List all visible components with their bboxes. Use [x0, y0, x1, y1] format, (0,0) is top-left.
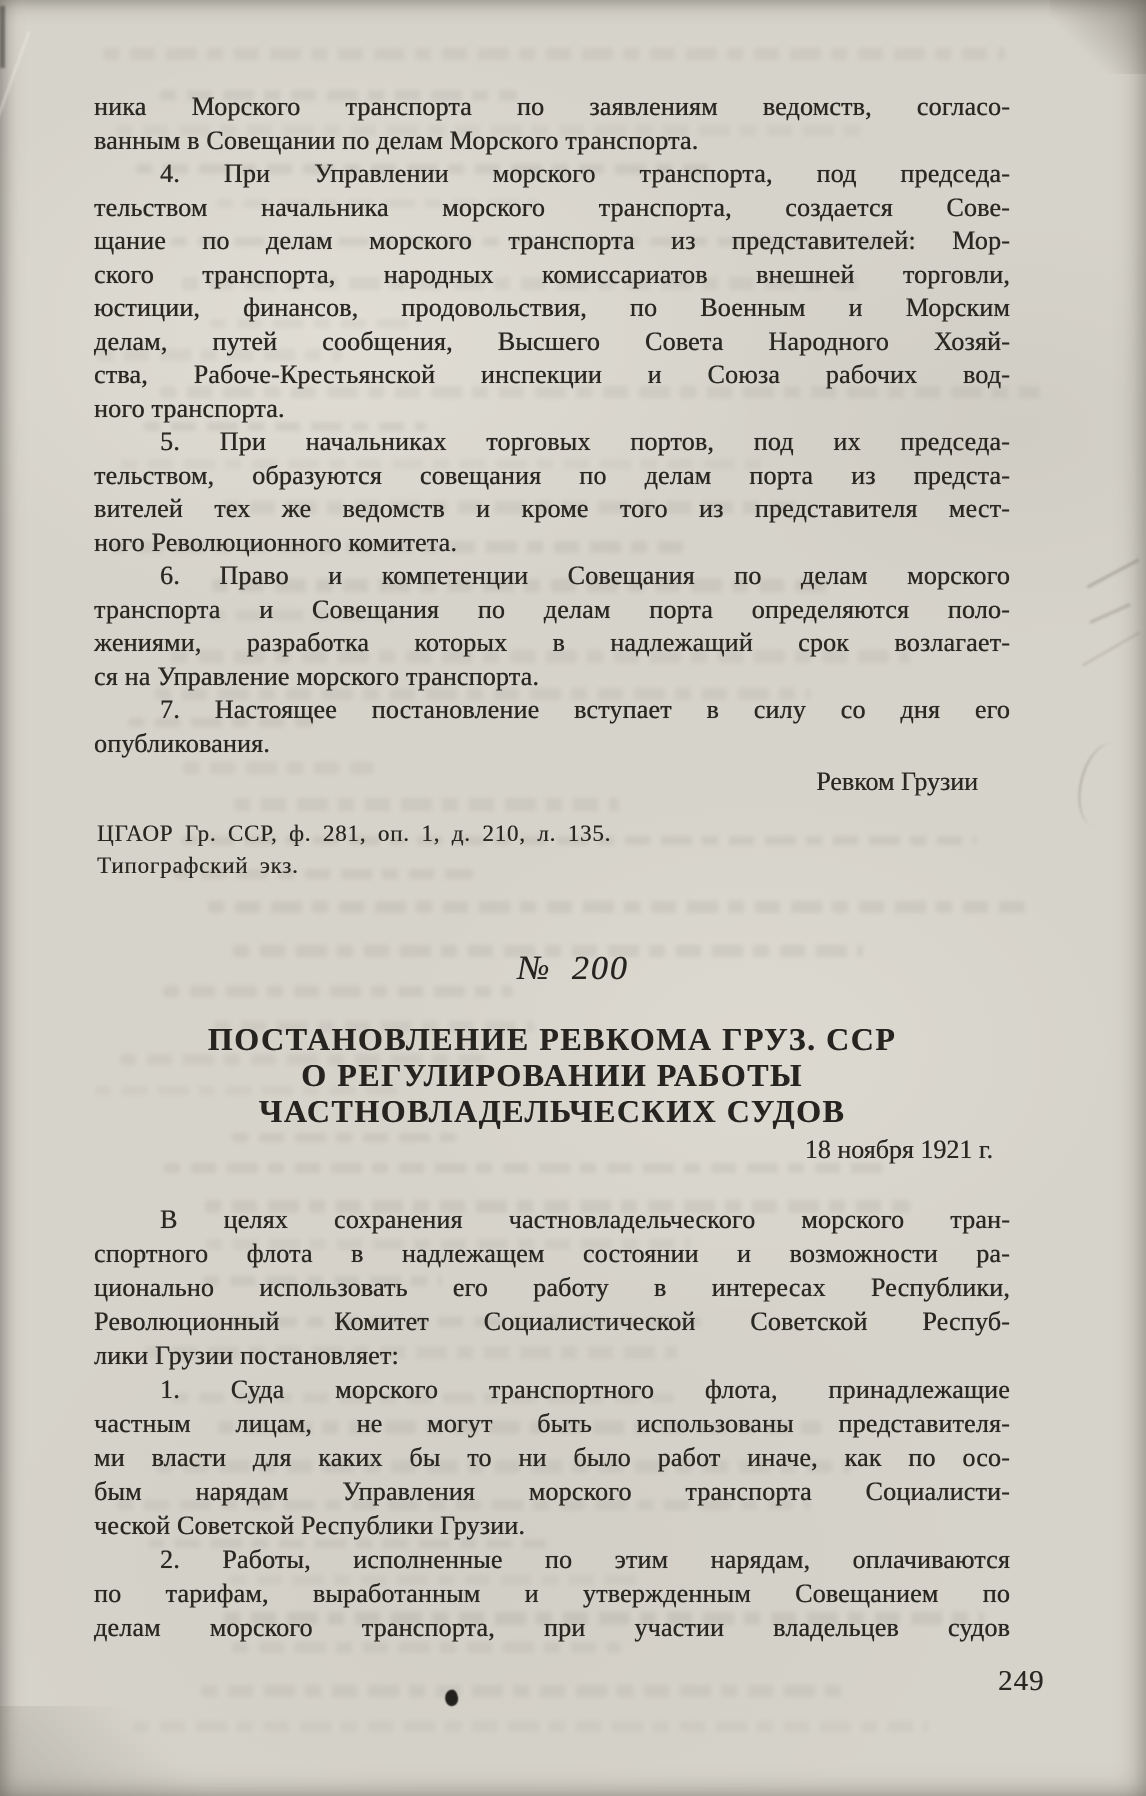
- text-line: ника Морского транспорта по заявлениям ведомств, согласо-: [94, 92, 1010, 121]
- archive-reference: ЦГАОР Гр. ССР, ф. 281, оп. 1, д. 210, л. 135.: [97, 821, 612, 846]
- document-title: [94, 1021, 1010, 1129]
- title-line: О РЕГУЛИРОВАНИИ РАБОТЫ: [301, 1057, 803, 1093]
- text-line: ванным в Совещании по делам Морского транспорта.: [94, 125, 699, 155]
- text-line: делам морского транспорта, при участии владельцев судов: [94, 1613, 1010, 1642]
- text-line: ного транспорта.: [94, 393, 285, 423]
- scan-corner-shadow: [0, 1706, 220, 1796]
- upper-document-body: [94, 90, 1010, 760]
- scan-scratch: [1070, 737, 1137, 832]
- text-line: спортного флота в надлежащем состоянии и возможности ра-: [94, 1239, 1010, 1268]
- text-line: бым нарядам Управления морского транспорта Социалисти-: [94, 1477, 1010, 1506]
- text-line: частным лицам, не могут быть использованы представителя-: [94, 1409, 1010, 1438]
- text-line: тельством, образуются совещания по делам порта из предста-: [94, 460, 1010, 490]
- text-line: ческой Советской Республики Грузии.: [94, 1511, 526, 1540]
- showthrough-ghost-row: [201, 1685, 842, 1697]
- showthrough-ghost-row: [133, 1721, 928, 1732]
- copy-note: Типографский экз.: [97, 853, 299, 878]
- text-line: ся на Управление морского транспорта.: [94, 661, 540, 691]
- showthrough-ghost-row: [103, 48, 1005, 60]
- text-line: ства, Рабоче-Крестьянской инспекции и Союза рабочих вод-: [94, 360, 1010, 389]
- text-line: лики Грузии постановляет:: [94, 1341, 399, 1370]
- text-line: тельством начальника морского транспорта, создается Сове-: [94, 192, 1010, 222]
- text-line: ционально использовать его работу в интересах Республики,: [94, 1273, 1010, 1302]
- title-line: ПОСТАНОВЛЕНИЕ РЕВКОМА ГРУЗ. ССР: [207, 1021, 897, 1057]
- signature: Ревком Грузии: [816, 767, 978, 796]
- text-line: Революционный Комитет Социалистической Советской Респуб-: [94, 1307, 1010, 1336]
- text-line: жениями, разработка которых в надлежащий срок возлагает-: [94, 628, 1010, 657]
- text-line: 7. Настоящее постановление вступает в силу со дня его: [160, 695, 1010, 724]
- text-line: 4. При Управлении морского транспорта, под председа-: [160, 159, 1010, 188]
- text-line: 5. При начальниках торговых портов, под их председа-: [160, 427, 1010, 456]
- text-line: ского транспорта, народных комиссариатов внешней торговли,: [94, 259, 1010, 289]
- text-line: по тарифам, выработанным и утвержденным Совещанием по: [94, 1579, 1010, 1608]
- showthrough-ghost-row: [234, 798, 619, 811]
- text-line: В целях сохранения частновладельческого морского тран-: [160, 1205, 1010, 1234]
- text-line: вителей тех же ведомств и кроме того из представителя мест-: [94, 494, 1010, 523]
- scan-crease: [1089, 603, 1130, 624]
- scan-crease: [1082, 632, 1140, 667]
- text-line: делам, путей сообщения, Высшего Совета Народного Хозяй-: [94, 326, 1010, 356]
- scan-corner-shadow: [1050, 0, 1146, 74]
- document-date: 18 ноября 1921 г.: [804, 1135, 993, 1164]
- lower-document-body: [94, 1203, 1010, 1645]
- text-line: 1. Суда морского транспортного флота, принадлежащие: [160, 1375, 1010, 1404]
- text-line: 6. Право и компетенции Совещания по делам морского: [160, 561, 1010, 590]
- text-line: щание по делам морского транспорта из представителей: Мор-: [94, 226, 1010, 255]
- text-line: 2. Работы, исполненные по этим нарядам, оплачиваются: [160, 1545, 1010, 1574]
- archive-reference-block: [97, 818, 611, 882]
- showthrough-ghost-row: [208, 901, 1025, 913]
- scan-edge-mark: [0, 6, 5, 68]
- text-line: опубликования.: [94, 728, 270, 758]
- text-line: ми власти для каких бы то ни было работ иначе, как по осо-: [94, 1443, 1010, 1472]
- text-line: юстиции, финансов, продовольствия, по Военным и Морским: [94, 293, 1010, 322]
- text-line: транспорта и Совещания по делам порта определяются поло-: [94, 594, 1010, 624]
- title-line: ЧАСТНОВЛАДЕЛЬЧЕСКИХ СУДОВ: [258, 1093, 846, 1129]
- scan-crease: [1087, 559, 1140, 589]
- document-number: № 200: [517, 950, 629, 987]
- page-number: 249: [998, 1665, 1045, 1697]
- text-line: ного Революционного комитета.: [94, 527, 458, 557]
